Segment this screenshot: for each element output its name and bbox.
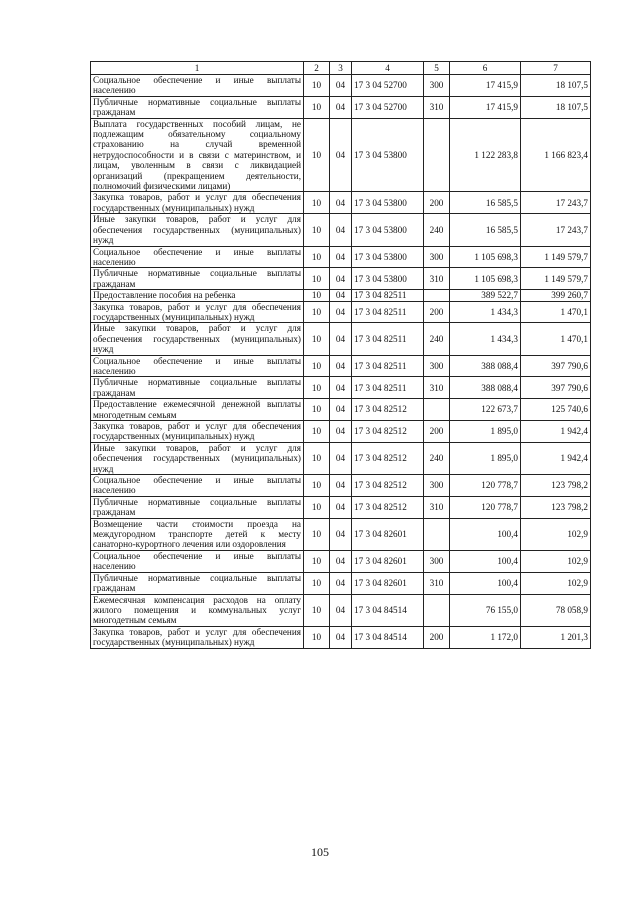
row-name-cell: Ежемесячная компенсация расходов на оплату жилого помещения и коммунальных услуг многодетным семьям <box>91 594 304 626</box>
section-code-cell: 10 <box>304 594 330 626</box>
subsection-code-cell: 04 <box>330 399 352 421</box>
row-name-cell: Социальное обеспечение и иные выплаты населению <box>91 246 304 268</box>
section-code-cell: 10 <box>304 192 330 214</box>
page-number: 105 <box>311 845 329 859</box>
section-code-cell: 10 <box>304 572 330 594</box>
target-article-cell: 17 3 04 82512 <box>352 496 424 518</box>
amount-year-1-cell: 388 088,4 <box>450 355 521 377</box>
section-code-cell: 10 <box>304 290 330 301</box>
row-name-cell: Социальное обеспечение и иные выплаты населению <box>91 75 304 97</box>
subsection-code-cell: 04 <box>330 192 352 214</box>
column-header: 4 <box>352 62 424 75</box>
target-article-cell: 17 3 04 84514 <box>352 594 424 626</box>
amount-year-2-cell: 102,9 <box>521 572 591 594</box>
column-header: 2 <box>304 62 330 75</box>
amount-year-1-cell: 1 434,3 <box>450 323 521 355</box>
row-name-cell: Закупка товаров, работ и услуг для обеспечения государственных (муниципальных) нужд <box>91 301 304 323</box>
amount-year-1-cell: 17 415,9 <box>450 96 521 118</box>
amount-year-1-cell: 16 585,5 <box>450 192 521 214</box>
table-row <box>91 290 591 301</box>
amount-year-2-cell: 1 470,1 <box>521 323 591 355</box>
amount-year-1-cell: 122 673,7 <box>450 399 521 421</box>
row-name-cell: Возмещение части стоимости проезда на междугородном транспорте детей к месту санаторно-курортного лечения или оздоровления <box>91 518 304 550</box>
amount-year-1-cell: 120 778,7 <box>450 496 521 518</box>
section-code-cell: 10 <box>304 118 330 192</box>
target-article-cell: 17 3 04 82601 <box>352 550 424 572</box>
amount-year-1-cell: 1 122 283,8 <box>450 118 521 192</box>
section-code-cell: 10 <box>304 96 330 118</box>
amount-year-2-cell: 1 149 579,7 <box>521 246 591 268</box>
amount-year-1-cell: 17 415,9 <box>450 75 521 97</box>
table-row <box>91 377 591 399</box>
amount-year-1-cell: 1 434,3 <box>450 301 521 323</box>
row-name-cell: Публичные нормативные социальные выплаты гражданам <box>91 377 304 399</box>
table-row <box>91 572 591 594</box>
table-row <box>91 475 591 497</box>
subsection-code-cell: 04 <box>330 268 352 290</box>
amount-year-1-cell: 1 172,0 <box>450 626 521 648</box>
row-name-cell: Социальное обеспечение и иные выплаты населению <box>91 475 304 497</box>
column-header: 1 <box>91 62 304 75</box>
amount-year-2-cell: 397 790,6 <box>521 377 591 399</box>
table-row <box>91 268 591 290</box>
amount-year-2-cell: 123 798,2 <box>521 496 591 518</box>
column-header: 7 <box>521 62 591 75</box>
amount-year-2-cell: 18 107,5 <box>521 96 591 118</box>
target-article-cell: 17 3 04 82511 <box>352 301 424 323</box>
table-body <box>91 75 591 649</box>
table-row <box>91 550 591 572</box>
subsection-code-cell: 04 <box>330 572 352 594</box>
amount-year-2-cell: 397 790,6 <box>521 355 591 377</box>
expense-type-cell <box>424 518 450 550</box>
amount-year-1-cell: 16 585,5 <box>450 214 521 246</box>
table-row <box>91 421 591 443</box>
subsection-code-cell: 04 <box>330 118 352 192</box>
amount-year-2-cell: 78 058,9 <box>521 594 591 626</box>
target-article-cell: 17 3 04 53800 <box>352 192 424 214</box>
expense-type-cell: 200 <box>424 421 450 443</box>
table-row <box>91 594 591 626</box>
subsection-code-cell: 04 <box>330 290 352 301</box>
expense-type-cell: 310 <box>424 496 450 518</box>
amount-year-1-cell: 1 105 698,3 <box>450 268 521 290</box>
amount-year-2-cell: 18 107,5 <box>521 75 591 97</box>
table-row <box>91 323 591 355</box>
amount-year-1-cell: 1 895,0 <box>450 442 521 474</box>
row-name-cell: Публичные нормативные социальные выплаты гражданам <box>91 268 304 290</box>
subsection-code-cell: 04 <box>330 550 352 572</box>
amount-year-2-cell: 1 201,3 <box>521 626 591 648</box>
expense-type-cell: 240 <box>424 214 450 246</box>
expense-type-cell: 300 <box>424 550 450 572</box>
expense-type-cell: 310 <box>424 268 450 290</box>
target-article-cell: 17 3 04 82512 <box>352 475 424 497</box>
expense-type-cell <box>424 594 450 626</box>
target-article-cell: 17 3 04 82512 <box>352 399 424 421</box>
section-code-cell: 10 <box>304 246 330 268</box>
section-code-cell: 10 <box>304 421 330 443</box>
table-header-row <box>91 62 591 75</box>
amount-year-1-cell: 389 522,7 <box>450 290 521 301</box>
amount-year-1-cell: 1 105 698,3 <box>450 246 521 268</box>
amount-year-2-cell: 1 470,1 <box>521 301 591 323</box>
subsection-code-cell: 04 <box>330 355 352 377</box>
column-header: 5 <box>424 62 450 75</box>
section-code-cell: 10 <box>304 626 330 648</box>
section-code-cell: 10 <box>304 301 330 323</box>
amount-year-2-cell: 1 166 823,4 <box>521 118 591 192</box>
budget-table <box>90 61 591 649</box>
amount-year-1-cell: 100,4 <box>450 550 521 572</box>
amount-year-2-cell: 125 740,6 <box>521 399 591 421</box>
expense-type-cell: 310 <box>424 572 450 594</box>
table-row <box>91 518 591 550</box>
target-article-cell: 17 3 04 82511 <box>352 377 424 399</box>
row-name-cell: Закупка товаров, работ и услуг для обеспечения государственных (муниципальных) нужд <box>91 192 304 214</box>
table-row <box>91 118 591 192</box>
table-row <box>91 75 591 97</box>
amount-year-1-cell: 388 088,4 <box>450 377 521 399</box>
subsection-code-cell: 04 <box>330 594 352 626</box>
target-article-cell: 17 3 04 53800 <box>352 246 424 268</box>
table-row <box>91 442 591 474</box>
row-name-cell: Социальное обеспечение и иные выплаты населению <box>91 550 304 572</box>
amount-year-2-cell: 102,9 <box>521 518 591 550</box>
amount-year-1-cell: 1 895,0 <box>450 421 521 443</box>
table-row <box>91 96 591 118</box>
table-row <box>91 399 591 421</box>
subsection-code-cell: 04 <box>330 475 352 497</box>
row-name-cell: Иные закупки товаров, работ и услуг для обеспечения государственных (муниципальных) нужд <box>91 214 304 246</box>
row-name-cell: Публичные нормативные социальные выплаты гражданам <box>91 96 304 118</box>
section-code-cell: 10 <box>304 475 330 497</box>
row-name-cell: Выплата государственных пособий лицам, не подлежащим обязательному социальному страхованию на случай временной нетрудоспособности и в связи с материнством, и лицам, уволенным в связи с ликвидацией организаций (прекращением деятельности, полномочий физическими лицами) <box>91 118 304 192</box>
expense-type-cell: 200 <box>424 301 450 323</box>
subsection-code-cell: 04 <box>330 626 352 648</box>
row-name-cell: Иные закупки товаров, работ и услуг для обеспечения государственных (муниципальных) нужд <box>91 442 304 474</box>
section-code-cell: 10 <box>304 268 330 290</box>
table-row <box>91 626 591 648</box>
subsection-code-cell: 04 <box>330 301 352 323</box>
amount-year-2-cell: 1 149 579,7 <box>521 268 591 290</box>
target-article-cell: 17 3 04 82512 <box>352 442 424 474</box>
row-name-cell: Предоставление пособия на ребенка <box>91 290 304 301</box>
subsection-code-cell: 04 <box>330 496 352 518</box>
row-name-cell: Социальное обеспечение и иные выплаты населению <box>91 355 304 377</box>
target-article-cell: 17 3 04 52700 <box>352 75 424 97</box>
table-row <box>91 214 591 246</box>
expense-type-cell: 310 <box>424 377 450 399</box>
target-article-cell: 17 3 04 82511 <box>352 290 424 301</box>
row-name-cell: Закупка товаров, работ и услуг для обеспечения государственных (муниципальных) нужд <box>91 626 304 648</box>
table-row <box>91 246 591 268</box>
amount-year-1-cell: 76 155,0 <box>450 594 521 626</box>
section-code-cell: 10 <box>304 377 330 399</box>
amount-year-2-cell: 123 798,2 <box>521 475 591 497</box>
amount-year-1-cell: 100,4 <box>450 572 521 594</box>
row-name-cell: Закупка товаров, работ и услуг для обеспечения государственных (муниципальных) нужд <box>91 421 304 443</box>
subsection-code-cell: 04 <box>330 377 352 399</box>
table-row <box>91 301 591 323</box>
target-article-cell: 17 3 04 52700 <box>352 96 424 118</box>
section-code-cell: 10 <box>304 518 330 550</box>
amount-year-2-cell: 1 942,4 <box>521 442 591 474</box>
section-code-cell: 10 <box>304 496 330 518</box>
subsection-code-cell: 04 <box>330 75 352 97</box>
target-article-cell: 17 3 04 82511 <box>352 323 424 355</box>
expense-type-cell <box>424 399 450 421</box>
row-name-cell: Предоставление ежемесячной денежной выплаты многодетным семьям <box>91 399 304 421</box>
table-row <box>91 496 591 518</box>
expense-type-cell: 200 <box>424 192 450 214</box>
expense-type-cell: 200 <box>424 626 450 648</box>
target-article-cell: 17 3 04 53800 <box>352 268 424 290</box>
section-code-cell: 10 <box>304 214 330 246</box>
section-code-cell: 10 <box>304 75 330 97</box>
target-article-cell: 17 3 04 82601 <box>352 572 424 594</box>
expense-type-cell: 240 <box>424 323 450 355</box>
subsection-code-cell: 04 <box>330 518 352 550</box>
section-code-cell: 10 <box>304 442 330 474</box>
subsection-code-cell: 04 <box>330 323 352 355</box>
table-row <box>91 192 591 214</box>
target-article-cell: 17 3 04 82601 <box>352 518 424 550</box>
subsection-code-cell: 04 <box>330 421 352 443</box>
expense-type-cell <box>424 118 450 192</box>
subsection-code-cell: 04 <box>330 96 352 118</box>
subsection-code-cell: 04 <box>330 442 352 474</box>
target-article-cell: 17 3 04 82512 <box>352 421 424 443</box>
expense-type-cell <box>424 290 450 301</box>
subsection-code-cell: 04 <box>330 214 352 246</box>
table-row <box>91 355 591 377</box>
amount-year-2-cell: 17 243,7 <box>521 214 591 246</box>
amount-year-2-cell: 17 243,7 <box>521 192 591 214</box>
target-article-cell: 17 3 04 53800 <box>352 214 424 246</box>
row-name-cell: Публичные нормативные социальные выплаты гражданам <box>91 572 304 594</box>
expense-type-cell: 240 <box>424 442 450 474</box>
expense-type-cell: 300 <box>424 246 450 268</box>
subsection-code-cell: 04 <box>330 246 352 268</box>
amount-year-1-cell: 100,4 <box>450 518 521 550</box>
expense-type-cell: 310 <box>424 96 450 118</box>
target-article-cell: 17 3 04 82511 <box>352 355 424 377</box>
section-code-cell: 10 <box>304 323 330 355</box>
section-code-cell: 10 <box>304 399 330 421</box>
expense-type-cell: 300 <box>424 75 450 97</box>
amount-year-2-cell: 1 942,4 <box>521 421 591 443</box>
amount-year-2-cell: 399 260,7 <box>521 290 591 301</box>
row-name-cell: Публичные нормативные социальные выплаты гражданам <box>91 496 304 518</box>
target-article-cell: 17 3 04 84514 <box>352 626 424 648</box>
expense-type-cell: 300 <box>424 355 450 377</box>
section-code-cell: 10 <box>304 550 330 572</box>
column-header: 6 <box>450 62 521 75</box>
column-header: 3 <box>330 62 352 75</box>
amount-year-2-cell: 102,9 <box>521 550 591 572</box>
row-name-cell: Иные закупки товаров, работ и услуг для обеспечения государственных (муниципальных) нужд <box>91 323 304 355</box>
expense-type-cell: 300 <box>424 475 450 497</box>
target-article-cell: 17 3 04 53800 <box>352 118 424 192</box>
section-code-cell: 10 <box>304 355 330 377</box>
amount-year-1-cell: 120 778,7 <box>450 475 521 497</box>
